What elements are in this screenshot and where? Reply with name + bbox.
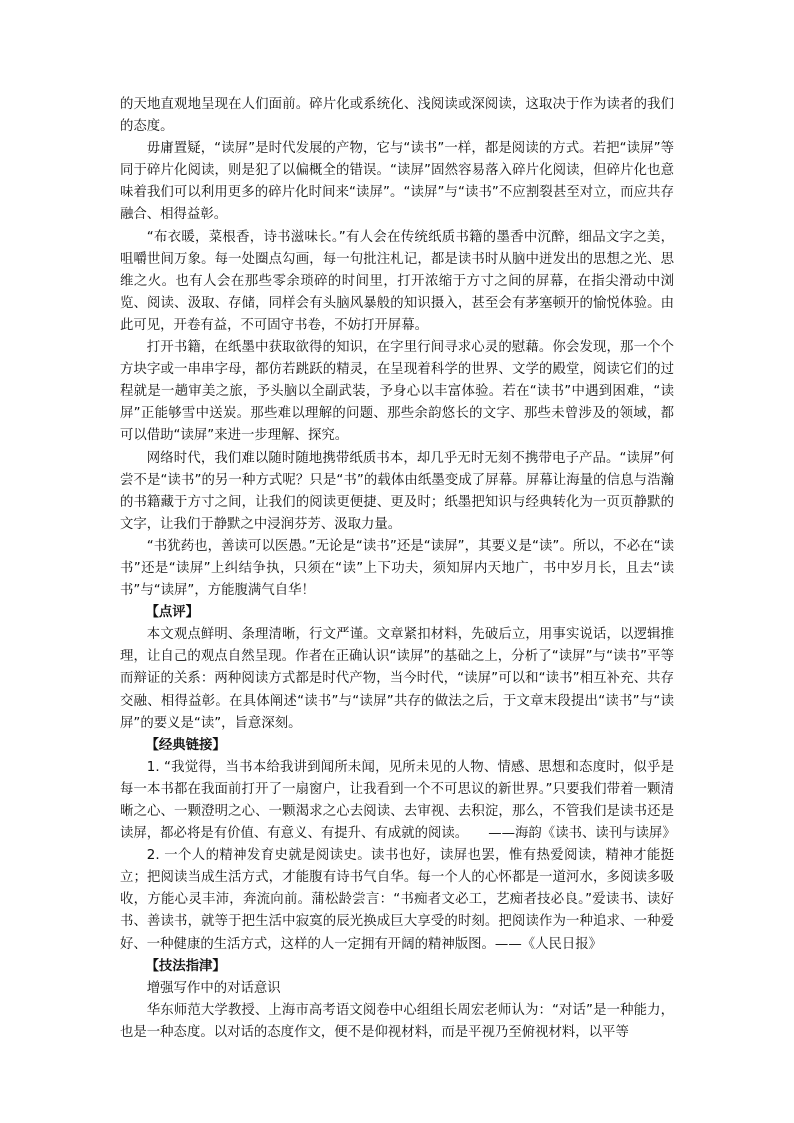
body-paragraph: 打开书籍，在纸墨中获取欲得的知识，在字里行间寻求心灵的慰藉。你会发现，那一个个方块字或一串串字母，都仿若跳跃的精灵，在呈现着科学的世界、文学的殿堂，阅读它们的过程就是一趟审美之旅，予头脑以全副武装，予身心以丰富体验。若在“读书”中遇到困难，“读屏”正能够雪中送炭。那些难以理解的问题、那些余韵悠长的文字、那些未曾涉及的领域，都可以借助“读屏”来进一步理解、探究。 — [120, 340, 674, 444]
technique-text: 华东师范大学教授、上海市高考语文阅卷中心组组长周宏老师认为：“对话”是一种能力，也是一种态度。以对话的态度作文，便不是仰视材料，而是平视乃至俯视材料，以平等 — [120, 1002, 674, 1040]
review-text: 本文观点鲜明、条理清晰，行文严谨。文章紧扣材料，先破后立，用事实说话，以逻辑推理，让自己的观点自然呈现。作者在正确认识“读屏”的基础之上，分析了“读屏”与“读书”平等而辩证的关系：两种阅读方式都是时代产物，当今时代，“读屏”可以和“读书”相互补充、共存交融、相得益彰。在具体阐述“读书”与“读屏”共存的做法之后，于文章末段提出“读书”与“读屏”的要义是“读”，旨意深刻。 — [120, 627, 674, 731]
body-paragraph: 网络时代，我们难以随时随地携带纸质书本，却几乎无时无刻不携带电子产品。“读屏”何尝不是“读书”的另一种方式呢？只是“书”的载体由纸墨变成了屏幕。屏幕让海量的信息与浩瀚的书籍藏于方寸之间，让我们的阅读更便捷、更及时；纸墨把知识与经典转化为一页页静默的文字，让我们于静默之中浸润芬芳、汲取力量。 — [120, 450, 674, 532]
technique-heading: 【技法指津】 — [145, 958, 226, 974]
body-paragraph: 毋庸置疑，“读屏”是时代发展的产物，它与“读书”一样，都是阅读的方式。若把“读屏”等同于碎片化阅读，则是犯了以偏概全的错误。“读屏”固然容易落入碎片化阅读，但碎片化也意味着我们可以利用更多的碎片化时间来“读屏”。“读屏”与“读书”不应割裂甚至对立，而应共存融合、相得益彰。 — [120, 141, 674, 223]
classic-link-item: 1. “我觉得，当书本给我讲到闻所未闻，见所未见的人物、情感、思想和态度时，似乎是每一本书都在我面前打开了一扇窗户，让我看到一个不可思议的新世界。”只要我们带着一颗清晰之心、一颗澄明之心、一颗渴求之心去阅读、去审视、去积淀，那么，不管我们是读书还是读屏，都必将是有价值、有意义、有提升、有成就的阅读。 ——海韵《读书、读刊与读屏》 — [120, 759, 676, 842]
body-paragraph: “书犹药也，善读可以医愚。”无论是“读书”还是“读屏”，其要义是“读”。所以，不必在“读书”还是“读屏”上纠结争执，只须在“读”上下功夫，须知屏内天地广，书中岁月长，且去“读书”与“读屏”，方能腹满气自华！ — [120, 538, 674, 599]
review-heading: 【点评】 — [145, 605, 200, 621]
classic-link-item: 2. 一个人的精神发育史就是阅读史。读书也好，读屏也罢，惟有热爱阅读，精神才能挺立；把阅读当成生活方式，才能腹有诗书气自华。每一个人的心怀都是一道河水，多阅读多吸收，方能心灵丰沛，奔流向前。蒲松龄尝言：“书痴者文必工，艺痴者技必良。”爱读书、读好书、善读书，就等于把生活中寂寞的辰光换成巨大享受的时刻。把阅读作为一种追求、一种爱好、一种健康的生活方式，这样的人一定拥有开阔的精神版图。——《人民日报》 — [120, 848, 674, 952]
technique-subtitle: 增强写作中的对话意识 — [146, 980, 281, 996]
body-paragraph: “布衣暖，菜根香，诗书滋味长。”有人会在传统纸质书籍的墨香中沉醉，细品文字之美，咀嚼世间万象。每一处圈点勾画，每一句批注札记，都是读书时从脑中迸发出的思想之光、思维之火。也有人会在那些零余琐碎的时间里，打开浓缩于方寸之间的屏幕，在指尖滑动中浏览、阅读、汲取、存储，同样会有头脑风暴般的知识摄入，甚至会有茅塞顿开的愉悦体验。由此可见，开卷有益，不可固守书卷，不妨打开屏幕。 — [120, 229, 674, 333]
classic-link-heading: 【经典链接】 — [145, 737, 226, 753]
paragraph-continued: 的天地直观地呈现在人们面前。碎片化或系统化、浅阅读或深阅读，这取决于作为读者的我们的态度。 — [120, 97, 674, 135]
